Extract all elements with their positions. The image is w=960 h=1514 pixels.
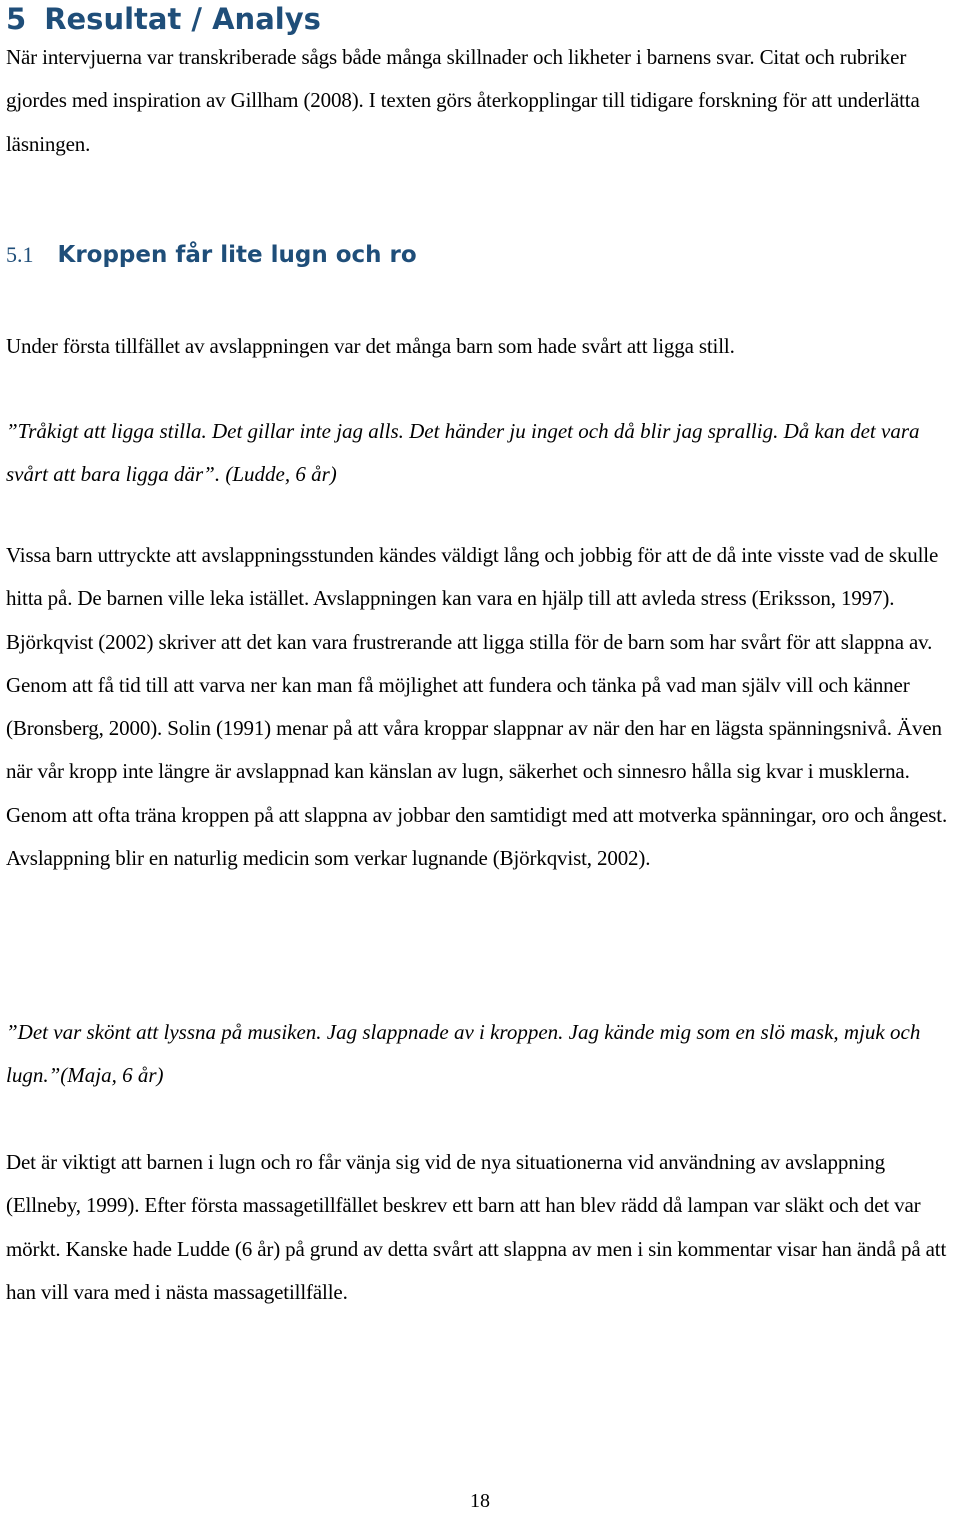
quote-1	[6, 410, 956, 496]
quote-2-text: ”Det var skönt att lyssna på musiken. Jag slappnade av i kroppen. Jag kände mig som en slö mask, mjuk och lugn.”	[6, 1020, 921, 1087]
paragraph-3: Det är viktigt att barnen i lugn och ro får vänja sig vid de nya situationerna vid användning av avslappning (Ellneby, 1999). Efter första massagetillfället beskrev ett barn att han blev rädd då lampan var släkt och det var mörkt. Kanske hade Ludde (6 år) på grund av detta svårt att slappna av men i sin kommentar visar han ändå på att han vill vara med i nästa massagetillfälle.	[6, 1150, 947, 1304]
quote-2-attribution: (Maja, 6 år)	[60, 1063, 164, 1087]
quote-2	[6, 1011, 956, 1097]
intro-paragraph: När intervjuerna var transkriberade sågs både många skillnader och likheter i barnens svar. Citat och rubriker gjordes med inspiration av Gillham (2008). I texten görs återkopplingar till tidigare forskning för att underlätta läsningen.	[6, 45, 920, 156]
page-number: 18	[470, 1490, 490, 1512]
subsection-number: 5.1	[6, 242, 34, 267]
section-title: Resultat / Analys	[44, 2, 321, 36]
paragraph-1: Under första tillfället av avslappningen var det många barn som hade svårt att ligga still.	[6, 334, 735, 358]
section-number: 5	[6, 2, 27, 36]
paragraph-2: Vissa barn uttryckte att avslappningsstunden kändes väldigt lång och jobbig för att de då inte visste vad de skulle hitta på. De barnen ville leka istället. Avslappningen kan vara en hjälp till att avleda stress (Eriksson, 1997). Björkqvist (2002) skriver att det kan vara frustrerande att ligga stilla för de barn som har svårt för att slappna av. Genom att få tid till att varva ner kan man få möjlighet att fundera och tänka på vad man själv vill och känner (Bronsberg, 2000). Solin (1991) menar på att våra kroppar slappnar av när den har en lägsta spänningsnivå. Även när vår kropp inte längre är avslappnad kan känslan av lugn, säkerhet och sinnesro hålla sig kvar i musklerna. Genom att ofta träna kroppen på att slappna av jobbar den samtidigt med att motverka spänningar, oro och ångest. Avslappning blir en naturlig medicin som verkar lugnande (Björkqvist, 2002).	[6, 543, 948, 871]
subsection-heading	[6, 238, 417, 272]
quote-1-text: ”Tråkigt att ligga stilla. Det gillar inte jag alls. Det händer ju inget och då blir jag sprallig. Då kan det vara svårt att bara ligga där”.	[6, 419, 920, 486]
subsection-title: Kroppen får lite lugn och ro	[57, 242, 417, 268]
quote-1-attribution: (Ludde, 6 år)	[220, 462, 337, 486]
